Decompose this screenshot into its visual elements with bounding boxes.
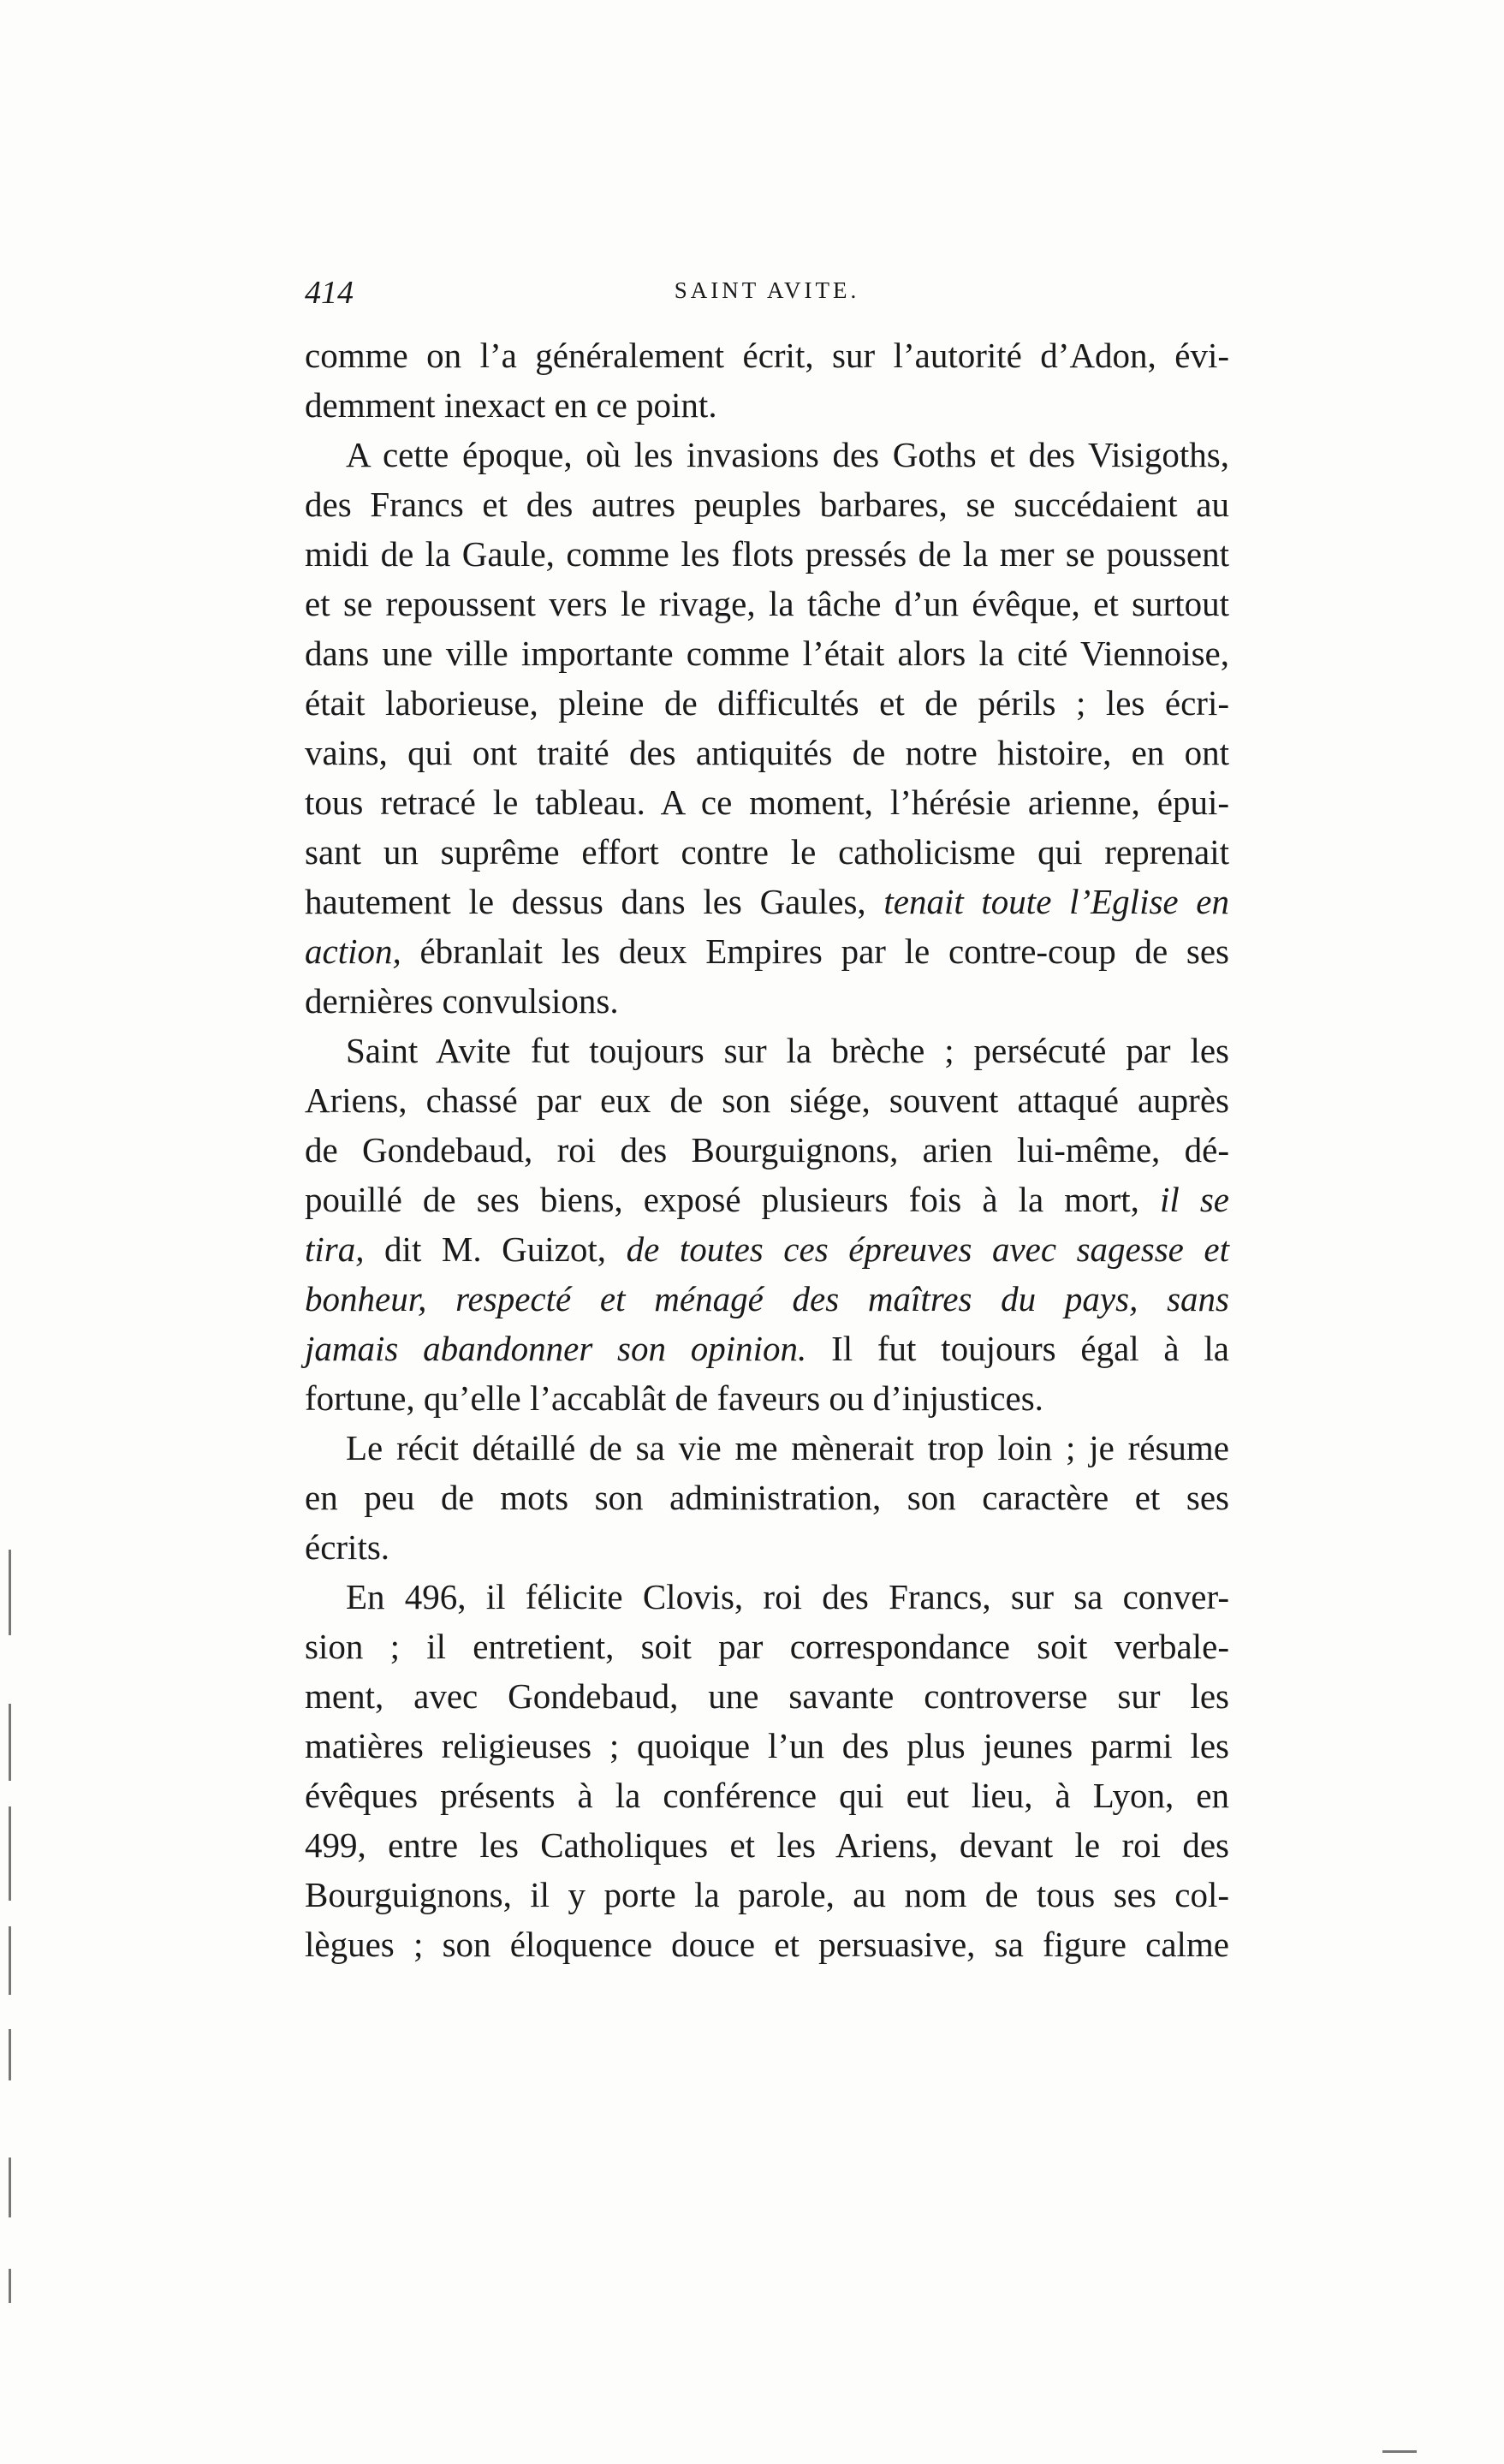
text-line: [305, 628, 1229, 678]
text-segment: 499, entre les Catholiques et les Ariens, devant le roi des: [305, 1825, 1229, 1865]
text-line: [305, 1771, 1229, 1820]
text-segment: sion ; il entretient, soit par correspondance soit verbale-: [305, 1627, 1229, 1666]
text-line: [305, 926, 1229, 976]
text-line: [305, 976, 1229, 1026]
text-line: [305, 579, 1229, 628]
text-line: [305, 1324, 1229, 1373]
italic-text-segment: tenait toute l’Eglise en: [883, 882, 1230, 921]
text-segment: A cette époque, où les invasions des Goths et des Visigoths,: [346, 435, 1229, 474]
italic-text-segment: action,: [305, 931, 401, 971]
body-text: [305, 330, 1229, 1969]
text-segment: ébranlait les deux Empires par le contre-coup de ses: [401, 931, 1229, 971]
text-line: [305, 380, 1229, 430]
text-line: [305, 877, 1229, 926]
text-segment: dernières convulsions.: [305, 981, 619, 1021]
text-segment: en peu de mots son administration, son caractère et ses: [305, 1478, 1229, 1517]
text-segment: Il fut toujours égal à la: [806, 1329, 1229, 1368]
italic-text-segment: bonheur, respecté et ménagé des maîtres du pays, sans: [305, 1279, 1229, 1318]
text-line: [305, 1125, 1229, 1175]
text-segment: des Francs et des autres peuples barbares, se succédaient au: [305, 485, 1229, 524]
text-line: [305, 678, 1229, 728]
text-segment: pouillé de ses biens, exposé plusieurs fois à la mort,: [305, 1180, 1160, 1219]
text-segment: comme on l’a généralement écrit, sur l’autorité d’Adon, évi-: [305, 336, 1229, 375]
text-segment: écrits.: [305, 1527, 390, 1567]
italic-text-segment: tira,: [305, 1229, 365, 1269]
text-segment: matières religieuses ; quoique l’un des plus jeunes parmi les: [305, 1726, 1229, 1765]
text-line: [305, 1622, 1229, 1671]
text-line: [305, 1721, 1229, 1771]
text-segment: lègues ; son éloquence douce et persuasive, sa figure calme: [305, 1925, 1229, 1964]
text-line: [305, 1919, 1229, 1969]
text-segment: tous retracé le tableau. A ce moment, l’hérésie arienne, épui-: [305, 783, 1229, 822]
text-segment: Bourguignons, il y porte la parole, au nom de tous ses col-: [305, 1875, 1229, 1914]
text-line: [305, 1473, 1229, 1522]
text-line: [305, 1671, 1229, 1721]
text-line: [305, 479, 1229, 529]
text-line: [305, 1373, 1229, 1423]
text-segment: vains, qui ont traité des antiquités de notre histoire, en ont: [305, 733, 1229, 772]
text-segment: était laborieuse, pleine de difficultés et de périls ; les écri-: [305, 683, 1229, 723]
text-line: [305, 1870, 1229, 1919]
text-line: [305, 529, 1229, 579]
text-line: [305, 1175, 1229, 1224]
text-segment: dit M. Guizot,: [364, 1229, 627, 1269]
italic-text-segment: il se: [1160, 1180, 1230, 1219]
text-segment: fortune, qu’elle l’accablât de faveurs ou d’injustices.: [305, 1378, 1043, 1418]
text-segment: Saint Avite fut toujours sur la brèche ; persécuté par les: [346, 1031, 1229, 1070]
text-line: [305, 1423, 1229, 1473]
text-line: [305, 430, 1229, 479]
text-line: [305, 777, 1229, 827]
text-segment: de Gondebaud, roi des Bourguignons, arien lui-même, dé-: [305, 1130, 1229, 1170]
italic-text-segment: de toutes ces épreuves avec sagesse et: [626, 1229, 1230, 1269]
text-segment: dans une ville importante comme l’était alors la cité Viennoise,: [305, 634, 1229, 673]
text-segment: ment, avec Gondebaud, une savante controverse sur les: [305, 1676, 1229, 1716]
text-line: [305, 827, 1229, 877]
text-segment: hautement le dessus dans les Gaules,: [305, 882, 884, 921]
text-line: [305, 1224, 1229, 1274]
text-line: [305, 1522, 1229, 1572]
text-segment: demment inexact en ce point.: [305, 385, 717, 425]
text-segment: midi de la Gaule, comme les flots pressés de la mer se poussent: [305, 534, 1229, 574]
text-segment: évêques présents à la conférence qui eut lieu, à Lyon, en: [305, 1776, 1229, 1815]
running-title: SAINT AVITE.: [674, 277, 860, 303]
running-head: [305, 274, 1229, 317]
text-line: [305, 1572, 1229, 1622]
page-number: 414: [305, 275, 354, 311]
text-segment: Ariens, chassé par eux de son siége, souvent attaqué auprès: [305, 1080, 1229, 1120]
text-line: [305, 1820, 1229, 1870]
text-line: [305, 1075, 1229, 1125]
text-segment: Le récit détaillé de sa vie me mènerait trop loin ; je résume: [346, 1428, 1229, 1467]
text-segment: sant un suprême effort contre le catholicisme qui reprenait: [305, 832, 1229, 872]
text-line: [305, 1274, 1229, 1324]
text-line: [305, 728, 1229, 777]
text-line: [305, 330, 1229, 380]
text-segment: En 496, il félicite Clovis, roi des Francs, sur sa conver-: [346, 1577, 1229, 1616]
text-segment: et se repoussent vers le rivage, la tâche d’un évêque, et surtout: [305, 584, 1229, 623]
italic-text-segment: jamais abandonner son opinion.: [305, 1329, 807, 1368]
text-line: [305, 1026, 1229, 1075]
